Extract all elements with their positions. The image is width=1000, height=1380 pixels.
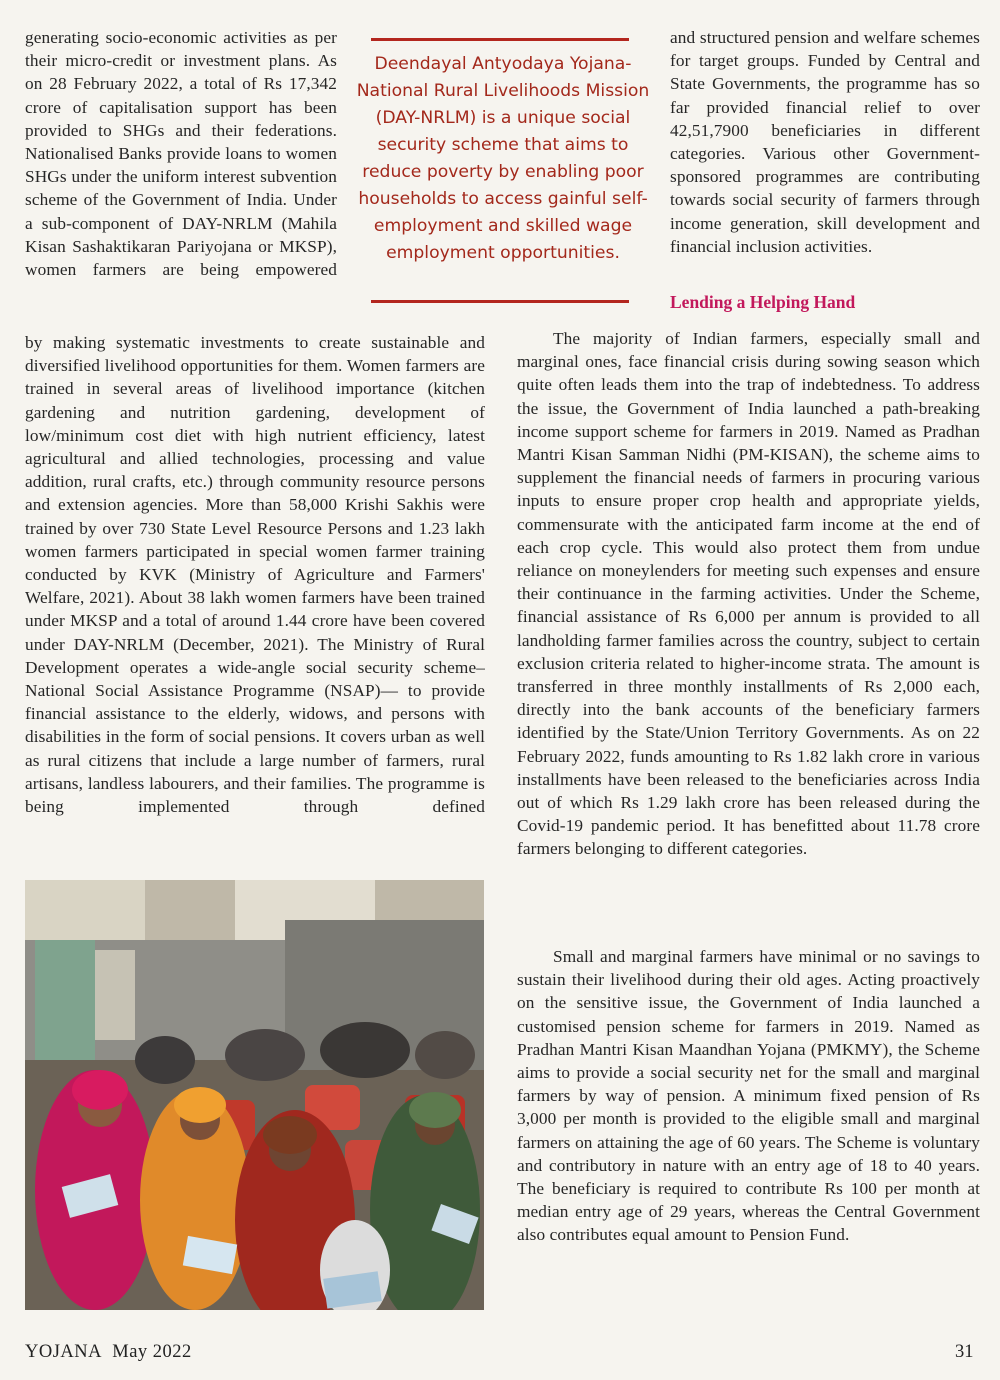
pull-quote-rule-bottom	[371, 300, 629, 303]
pull-quote	[353, 38, 653, 298]
page-number: 31	[955, 1342, 974, 1362]
body-text-col1-bottom: by making systematic investments to create sustainable and diversified livelihood opportunities for them. Women farmers are trained in several areas of livelihood importance (kitchen gardening and nutrition gardening, development of low/minimum cost diet with high nutrient efficiency, latest agricultural and allied technologies, processing and value addition, rural crafts, etc.) through community resource persons and extension agencies. More than 58,000 Krishi Sakhis were trained by over 730 State Level Resource Persons and 1.23 lakh women farmers participated in special women farmer training conducted by KVK (Ministry of Agriculture and Farmers' Welfare, 2021). About 38 lakh women farmers have been trained under MKSP and a total of around 1.44 crore have been covered under DAY-NRLM (December, 2021). The Ministry of Rural Development operates a wide-angle social security scheme– National Social Assistance Programme (NSAP)— to provide financial assistance to the elderly, widows, and persons with disabilities in the form of social pensions. It covers urban as well as rural citizens that include a large number of farmers, rural artisans, landless labourers, and their families. The programme is being implemented through defined	[25, 333, 485, 817]
section-heading: Lending a Helping Hand	[670, 292, 856, 312]
body-text-col2-top: and structured pension and welfare schemes for target groups. Funded by Central and State Governments, the programme has so far provided financial relief to over 42,51,7900 beneficiaries in different categories. Various other Government-sponsored programmes are contributing towards social security of farmers through income generation, skill development and financial inclusion activities.	[670, 28, 980, 256]
pull-quote-rule-top	[371, 38, 629, 41]
body-text-col2-para1: The majority of Indian farmers, especially small and marginal ones, face financial crisis during sowing season which quite often leads them into the trap of indebtedness. To address the issue, the Government of India launched a path-breaking income support scheme for farmers in 2019. Named as Pradhan Mantri Kisan Samman Nidhi (PM-KISAN), the scheme aims to supplement the financial needs of farmers in procuring various inputs to ensure proper crop health and appropriate yields, commensurate with the anticipated farm income at the end of each crop cycle. This would also protect them from undue reliance on moneylenders for meeting such expenses and ensure their continuance in the farming activities. Under the Scheme, financial assistance of Rs 6,000 per annum is provided to all landholding farmer families across the country, subject to certain exclusion criteria related to higher-income strata. The amount is transferred in three monthly installments of Rs 2,000 each, directly into the bank accounts of the beneficiary farmers identified by the State/Union Territory Governments. As on 22 February 2022, funds amounting to Rs 1.82 lakh crore in various installments have been released to the beneficiaries across India out of which Rs 1.29 lakh crore has been released during the Covid-19 pandemic period. It has benefitted about 11.78 crore farmers belonging to different categories.	[517, 329, 980, 859]
body-text-col2-para2: Small and marginal farmers have minimal or no savings to sustain their livelihood during their old ages. Acting proactively on the sensitive issue, the Government of India launched a customised pension scheme for farmers in 2019. Named as Pradhan Mantri Kisan Maandhan Yojana (PMKMY), the Scheme aims to provide a social security net for the small and marginal farmers by way of pension. A minimum fixed pension of Rs 3,000 per month is provided to the eligible small and marginal farmers on attaining the age of 60 years. The Scheme is voluntary and contributory in nature with an entry age of 18 to 40 years. The beneficiary is required to contribute Rs 100 per month at median entry age of 29 years, whereas the Central Government also contributes equal amount to Pension Fund.	[517, 947, 980, 1245]
footer-publication-name: YOJANA	[25, 1342, 102, 1362]
pull-quote-text: Deendayal Antyodaya Yojana-National Rural Livelihoods Mission (DAY-NRLM) is a unique social security scheme that aims to reduce poverty by enabling poor households to access gainful self-employment and skilled wage employment opportunities.	[356, 54, 650, 263]
footer-issue: May 2022	[112, 1342, 192, 1362]
photo-illustration	[25, 880, 484, 1310]
photo-women-farmers-meeting	[25, 880, 484, 1310]
footer-publication	[25, 1342, 192, 1363]
body-text-col1-top: generating socio-economic activities as per their micro-credit or investment plans. As on 28 February 2022, a total of Rs 17,342 crore of capitalisation support has been provided to SHGs and their federations. Nationalised Banks provide loans to women SHGs under the uniform interest subvention scheme of the Government of India. Under a sub-component of DAY-NRLM (Mahila Kisan Sashaktikaran Pariyojana or MKSP), women farmers are being empowered	[25, 28, 337, 280]
